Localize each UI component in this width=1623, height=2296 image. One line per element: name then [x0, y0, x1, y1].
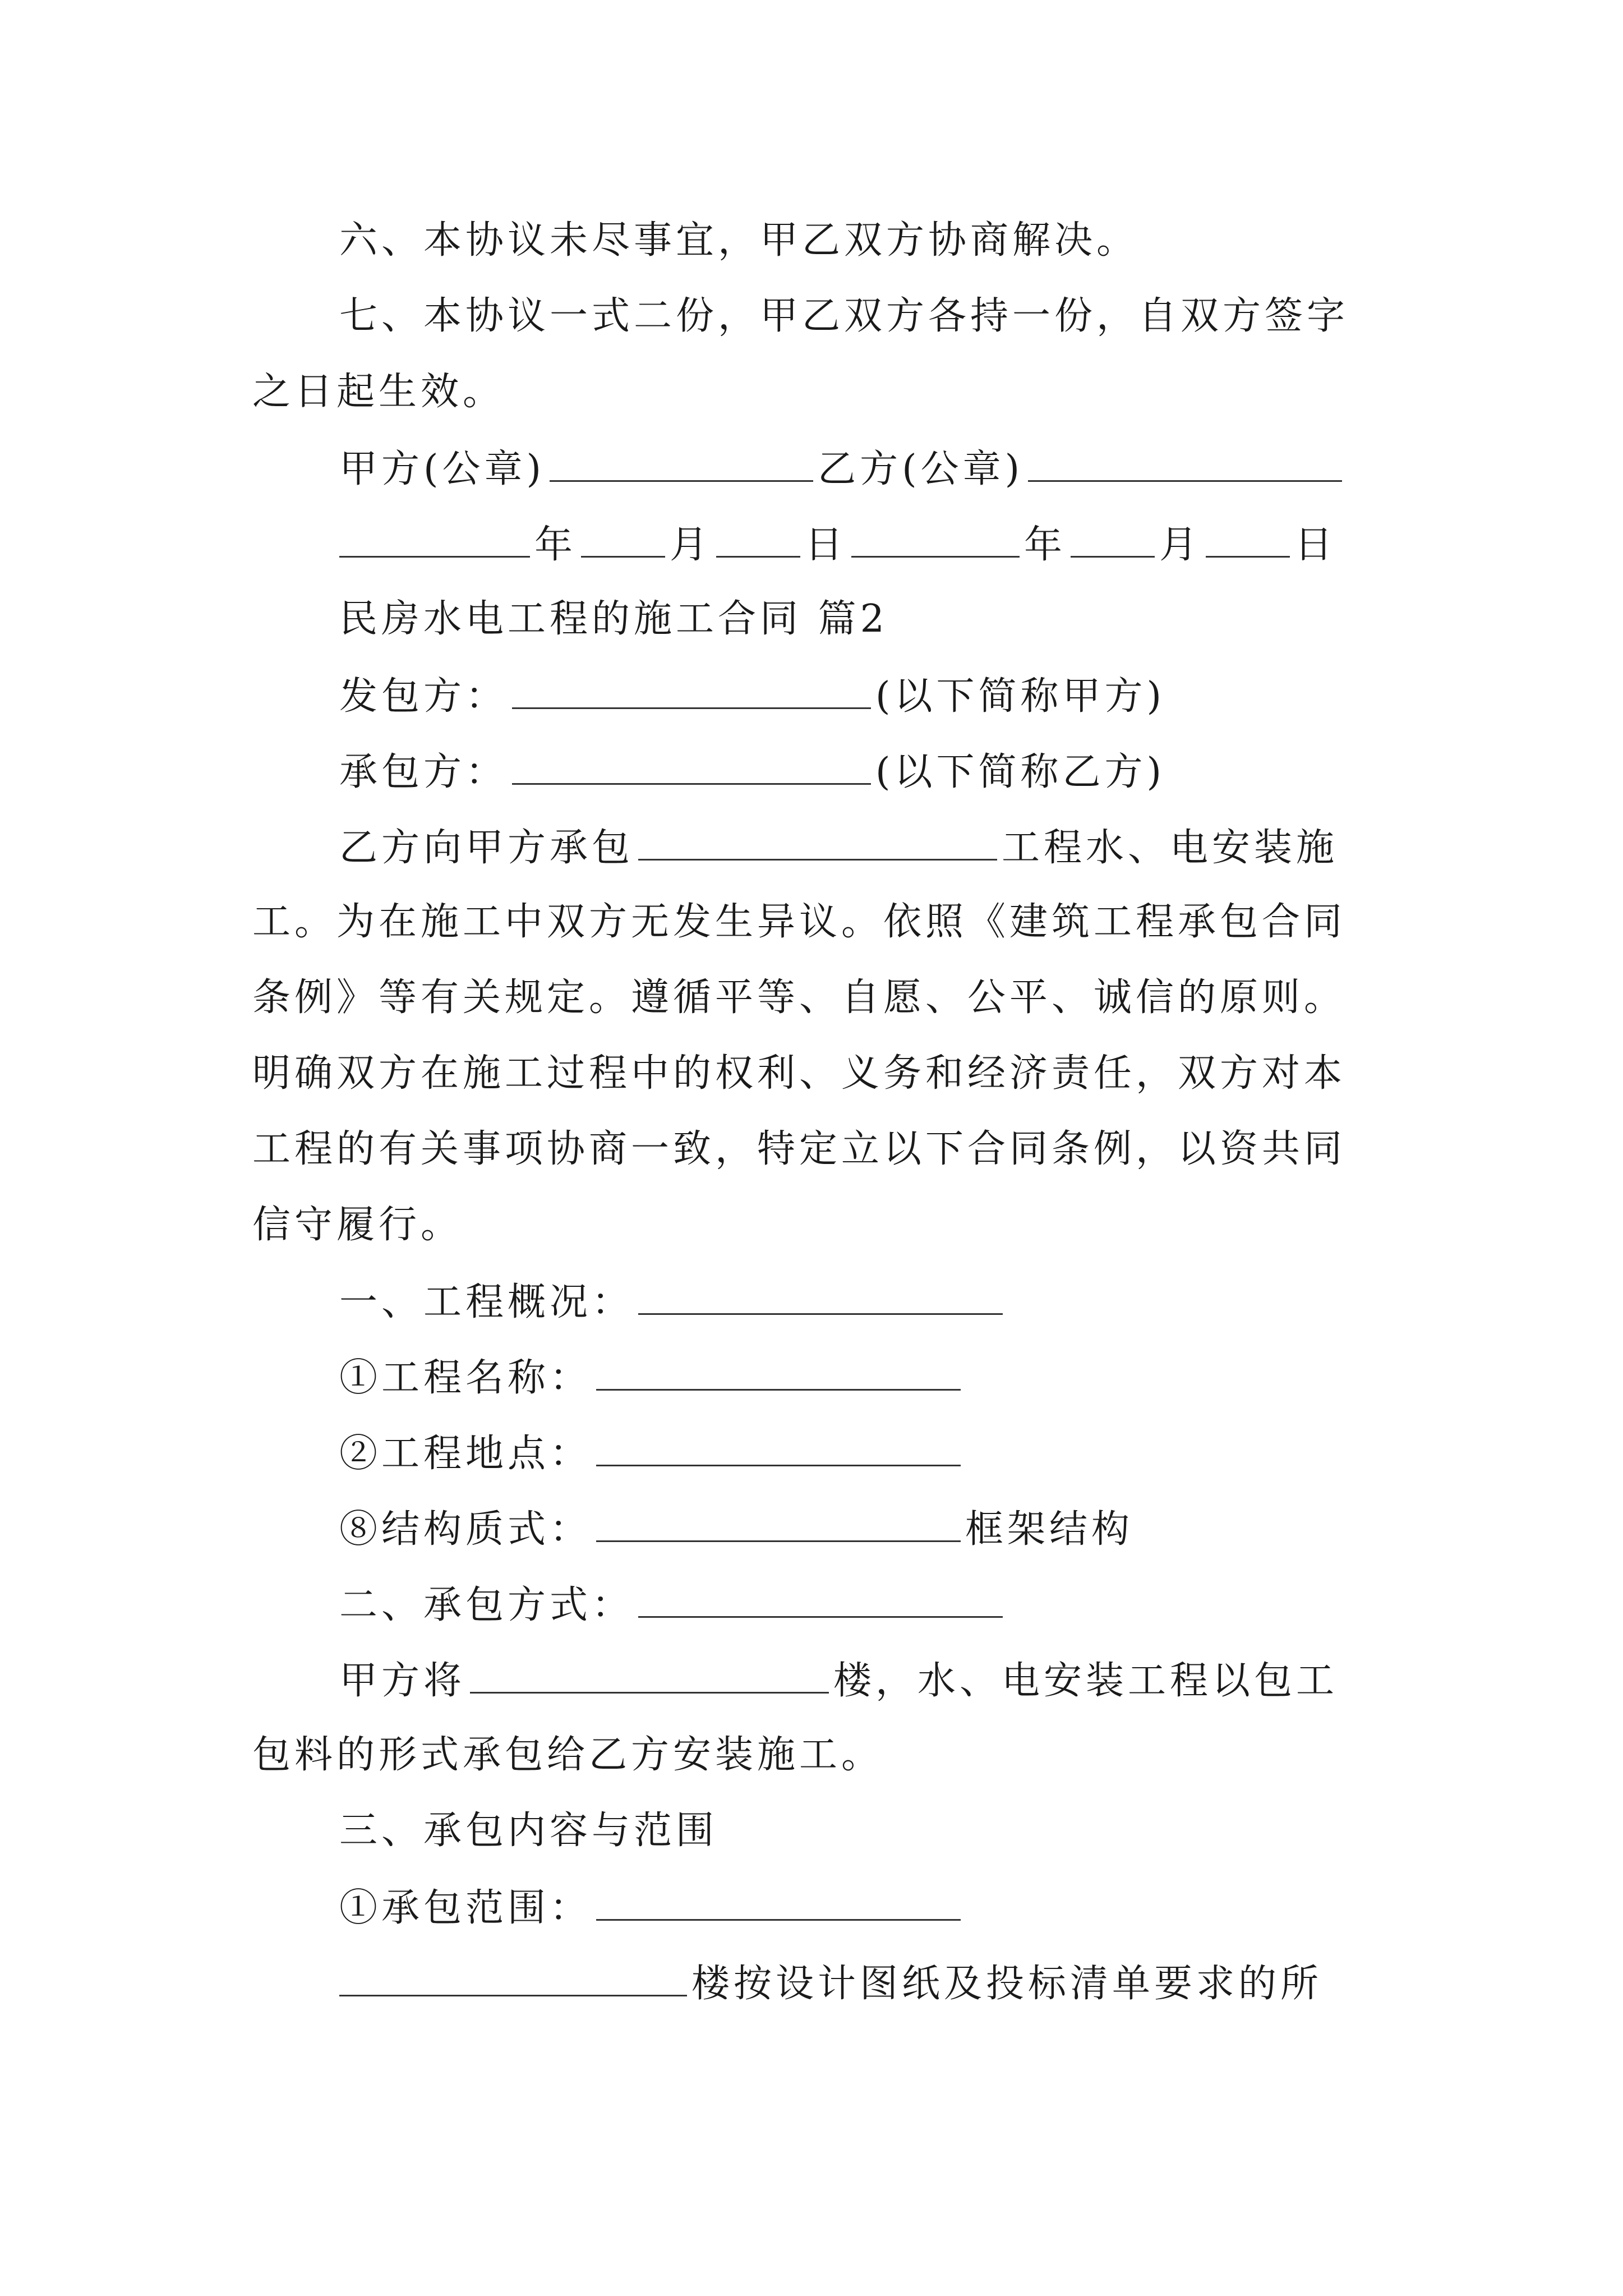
- contractor-suffix: (以下简称乙方): [875, 750, 1166, 794]
- date-line: [339, 523, 1337, 567]
- issuer-blank[interactable]: [512, 676, 871, 709]
- intro-line5-text: 工程的有关事项协商一致，特定立以下合同条例，以资共同: [252, 1127, 1347, 1171]
- clause-six-text: 六、本协议未尽事宜，甲乙双方协商解决。: [339, 218, 1139, 263]
- mode-line1: [339, 1659, 1339, 1703]
- date-b-day-label: 日: [1294, 523, 1337, 567]
- date-b-year-blank[interactable]: [851, 524, 1020, 558]
- date-a-month-blank[interactable]: [581, 524, 665, 558]
- mode-line1-prefix: 甲方将: [339, 1659, 466, 1703]
- structure-suffix: 框架结构: [965, 1507, 1134, 1552]
- clause-seven-line1: [339, 294, 1349, 338]
- clause-seven-line2: [252, 370, 505, 414]
- party-b-seal-blank[interactable]: [1028, 449, 1342, 482]
- project-name-blank[interactable]: [596, 1358, 961, 1391]
- clause-seven-text-1: 七、本协议一式二份，甲乙双方各持一份，自双方签字: [339, 294, 1349, 338]
- intro-line6-text: 信守履行。: [252, 1203, 463, 1247]
- intro-line1-suffix: 工程水、电安装施: [1002, 826, 1339, 870]
- project-name-label: ①工程名称：: [339, 1356, 592, 1400]
- mode-line2-text: 包料的形式承包给乙方安装施工。: [252, 1733, 884, 1777]
- mode-line1-suffix: 楼，水、电安装工程以包工: [833, 1659, 1339, 1703]
- intro-line3-text: 条例》等有关规定。遵循平等、自愿、公平、诚信的原则。: [252, 976, 1347, 1020]
- scope-label: ①承包范围：: [339, 1886, 592, 1930]
- project-location-label: ②工程地点：: [339, 1432, 592, 1476]
- intro-line4-text: 明确双方在施工过程中的权利、义务和经济责任，双方对本: [252, 1051, 1347, 1096]
- clause-six: [339, 218, 1139, 263]
- scope-detail-line: [339, 1962, 1323, 2006]
- scope-blank[interactable]: [596, 1888, 961, 1921]
- clause-seven-text-2: 之日起生效。: [252, 370, 505, 414]
- intro-line6: [252, 1203, 463, 1247]
- date-b-month-blank[interactable]: [1071, 524, 1155, 558]
- section-three: [339, 1809, 718, 1853]
- item-scope: [339, 1886, 965, 1930]
- intro-line5: [252, 1127, 1347, 1171]
- project-overview-blank[interactable]: [638, 1282, 1003, 1315]
- intro-line2-text: 工。为在施工中双方无发生异议。依照《建筑工程承包合同: [252, 900, 1347, 944]
- date-a-year-blank[interactable]: [339, 524, 530, 558]
- issuer-label: 发包方：: [339, 674, 508, 719]
- intro-line4: [252, 1051, 1347, 1096]
- seal-line: [339, 449, 1347, 489]
- section-three-label: 三、承包内容与范围: [339, 1809, 718, 1853]
- contract-title: [339, 597, 888, 641]
- intro-line3: [252, 976, 1347, 1020]
- contractor-blank[interactable]: [512, 752, 871, 785]
- section-one-label: 一、工程概况：: [339, 1280, 634, 1324]
- structure-label: ⑧结构质式：: [339, 1507, 592, 1552]
- contract-title-text: 民房水电工程的施工合同 篇2: [339, 597, 888, 641]
- party-a-seal-label: 甲方(公章): [339, 447, 546, 491]
- issuer-line: [339, 674, 1166, 719]
- item-project-name: [339, 1356, 965, 1400]
- date-b-month-label: 月: [1159, 523, 1202, 567]
- contractor-label: 承包方：: [339, 750, 508, 794]
- party-b-seal-label: 乙方(公章): [818, 447, 1024, 491]
- date-a-day-blank[interactable]: [716, 524, 800, 558]
- project-blank[interactable]: [638, 827, 997, 861]
- date-a-day-label: 日: [805, 523, 847, 567]
- contractor-line: [339, 752, 1165, 792]
- intro-line1-prefix: 乙方向甲方承包: [339, 826, 634, 870]
- intro-line2: [252, 900, 1347, 944]
- date-b-year-label: 年: [1024, 523, 1067, 567]
- section-two: [339, 1585, 1007, 1625]
- project-location-blank[interactable]: [596, 1433, 961, 1466]
- date-a-month-label: 月: [670, 523, 712, 567]
- intro-line1: [339, 826, 1339, 870]
- structure-blank[interactable]: [596, 1509, 961, 1542]
- item-structure: [339, 1507, 1134, 1552]
- section-two-label: 二、承包方式：: [339, 1583, 634, 1627]
- contract-mode-blank[interactable]: [638, 1585, 1003, 1618]
- mode-line2: [252, 1733, 884, 1777]
- date-b-day-blank[interactable]: [1206, 524, 1290, 558]
- section-one: [339, 1282, 1007, 1322]
- date-a-year-label: 年: [534, 523, 577, 567]
- scope-building-blank[interactable]: [339, 1963, 687, 1996]
- item-project-location: [339, 1432, 965, 1476]
- issuer-suffix: (以下简称甲方): [875, 674, 1166, 719]
- scope-detail-text: 楼按设计图纸及投标清单要求的所: [691, 1962, 1323, 2006]
- party-a-seal-blank[interactable]: [550, 449, 813, 482]
- building-blank[interactable]: [470, 1660, 829, 1694]
